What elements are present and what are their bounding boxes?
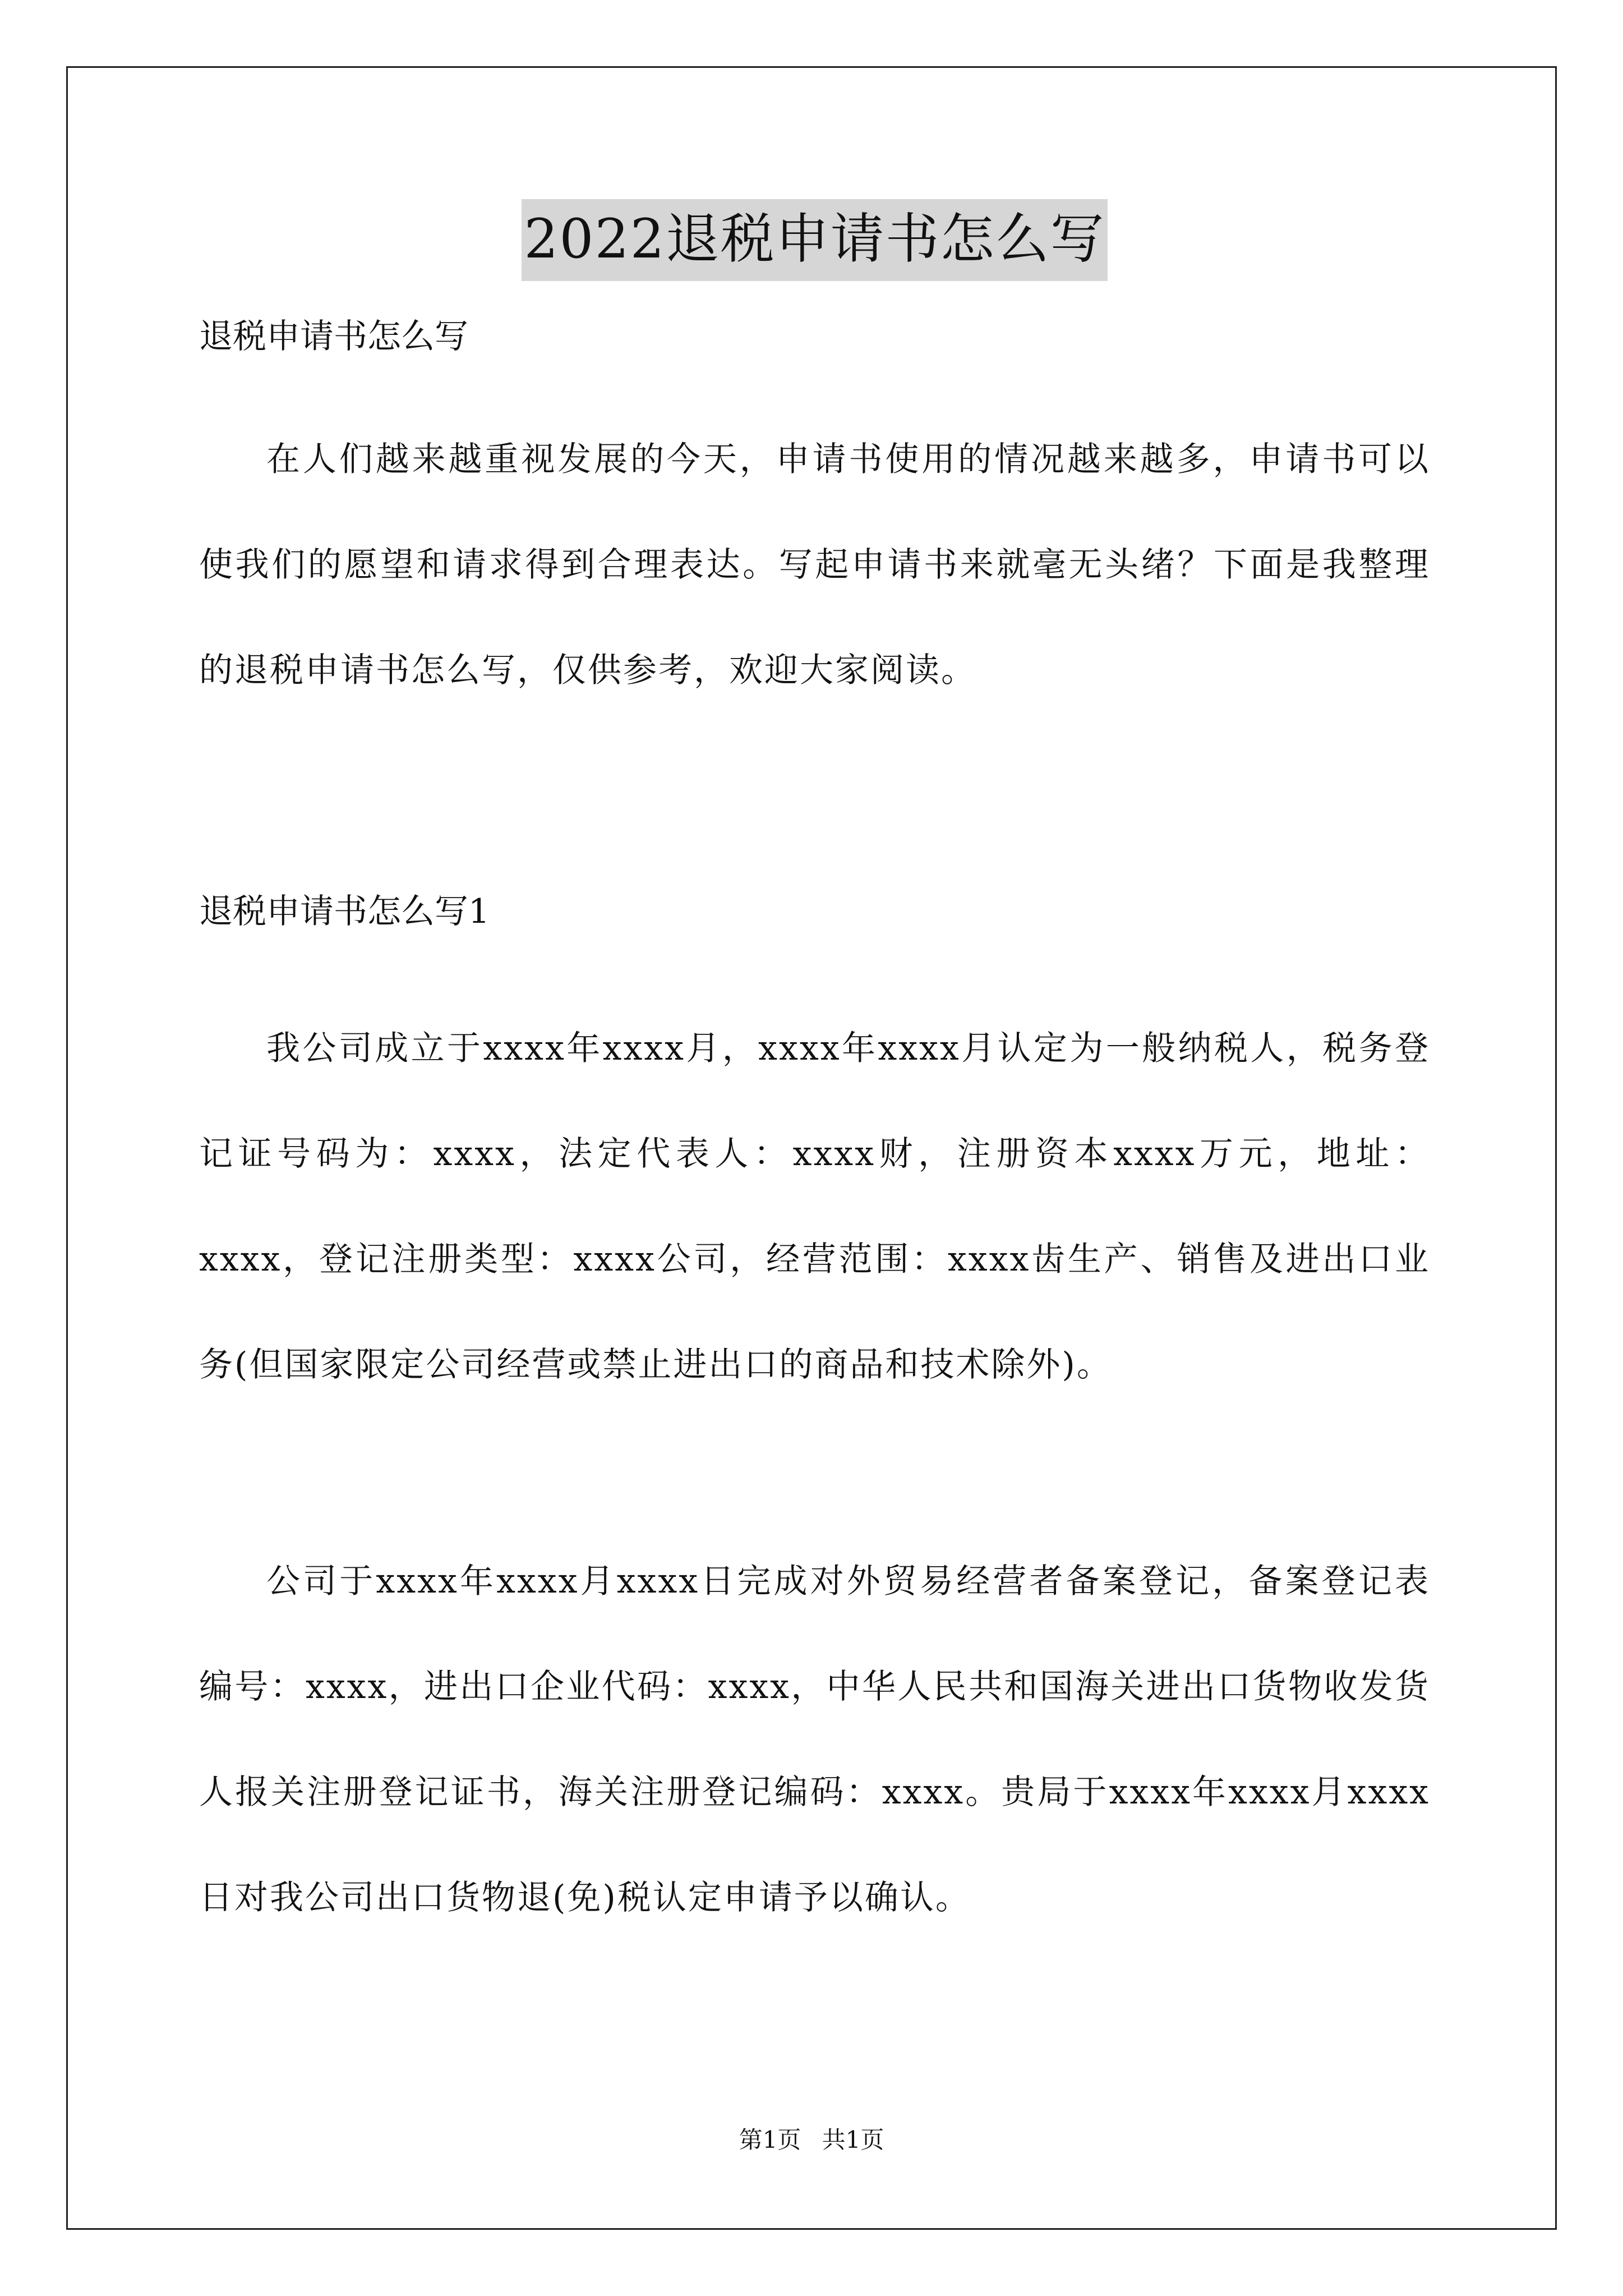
body-paragraph-1: 我公司成立于xxxx年xxxx月，xxxx年xxxx月认定为一般纳税人，税务登记证号码为：xxxx，法定代表人：xxxx财，注册资本xxxx万元，地址：xxxx，登记注册类型：xxxx公司，经营范围：xxxx齿生产、销售及进出口业务(但国家限定公司经营或禁止进出口的商品和技术除外)。 [199,1029,1430,1384]
title-container [199,199,1430,283]
section-heading-intro: 退税申请书怎么写 [199,317,468,356]
intro-paragraph: 在人们越来越重视发展的今天，申请书使用的情况越来越多，申请书可以使我们的愿望和请求得到合理表达。写起申请书来就毫无头绪？下面是我整理的退税申请书怎么写，仅供参考，欢迎大家阅读。 [199,440,1430,690]
section-heading-1: 退税申请书怎么写1 [199,892,490,931]
page-footer [0,2122,1623,2155]
page-total: 共1页 [822,2126,884,2154]
document-body [199,199,1430,1917]
document-title: 2022退税申请书怎么写 [522,199,1107,281]
body-paragraph-2: 公司于xxxx年xxxx月xxxx日完成对外贸易经营者备案登记，备案登记表编号：xxxx，进出口企业代码：xxxx，中华人民共和国海关进出口货物收发货人报关注册登记证书，海关注册登记编码：xxxx。贵局于xxxx年xxxx月xxxx日对我公司出口货物退(免)税认定申请予以确认。 [199,1562,1430,1917]
page-number: 第1页 [739,2126,801,2154]
